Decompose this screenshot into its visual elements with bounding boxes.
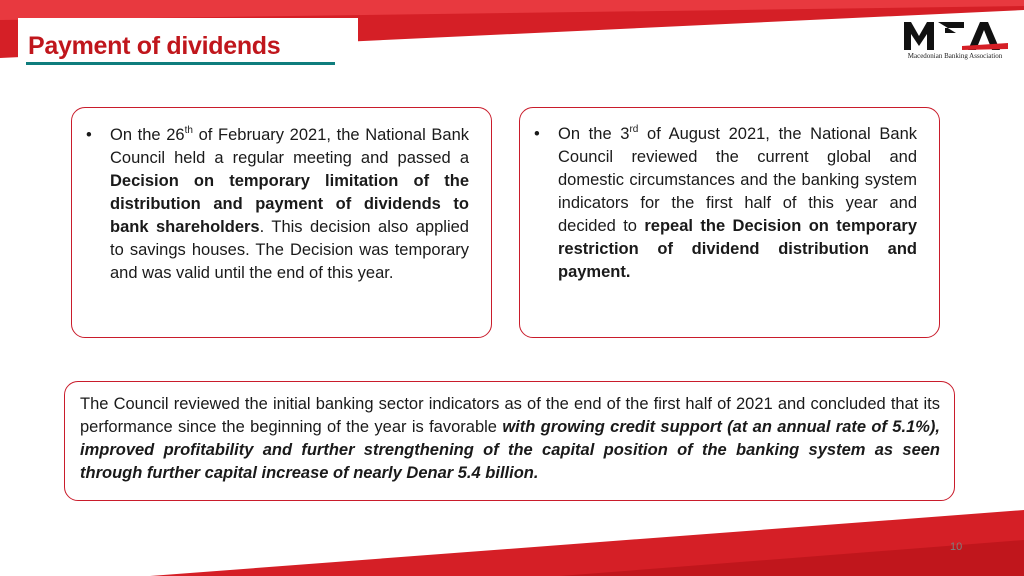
left-text-part2: of February 2021, the National Bank Council held a regular meeting and passed a bbox=[110, 126, 469, 167]
right-bullet-text bbox=[558, 123, 917, 284]
bottom-summary-box bbox=[64, 381, 955, 501]
right-bold-decision: repeal the Decision on temporary restriction of dividend distribution and payment. bbox=[558, 217, 917, 281]
right-info-box bbox=[519, 107, 940, 338]
bottom-text-bold-italic: with growing credit support (at an annual rate of 5.1%), improved profitability and further strengthening of the capital position of the banking system as seen through further capital increase of nearly Denar 5.4 billion. bbox=[80, 418, 940, 482]
left-text-part1: On the 26 bbox=[110, 126, 185, 144]
left-info-box bbox=[71, 107, 492, 338]
slide-title: Payment of dividends bbox=[28, 32, 281, 60]
left-bullet-text bbox=[110, 124, 469, 285]
bottom-summary-text bbox=[80, 393, 940, 485]
page-number: 10 bbox=[950, 541, 963, 553]
left-bold-decision: Decision on temporary limitation of the distribution and payment of dividends to bank shareholders bbox=[110, 172, 469, 236]
bottom-text-plain: The Council reviewed the initial banking sector indicators as of the end of the first half of 2021 and concluded that its performance since the beginning of the year is favorable bbox=[80, 395, 940, 436]
bottom-red-band bbox=[0, 510, 1024, 576]
logo-caption: Macedonian Banking Association bbox=[907, 52, 1003, 60]
left-text-part3: . This decision also applied to savings houses. The Decision was temporary and was valid until the end of this year. bbox=[110, 218, 469, 282]
title-underline bbox=[26, 62, 335, 65]
left-superscript: th bbox=[184, 125, 193, 136]
right-text-part2: of August 2021, the National Bank Council reviewed the current global and domestic circumstances and the banking system indicators for the first half of this year and decided to bbox=[558, 125, 917, 235]
right-text-part1: On the 3 bbox=[558, 125, 630, 143]
right-superscript: rd bbox=[629, 124, 639, 135]
